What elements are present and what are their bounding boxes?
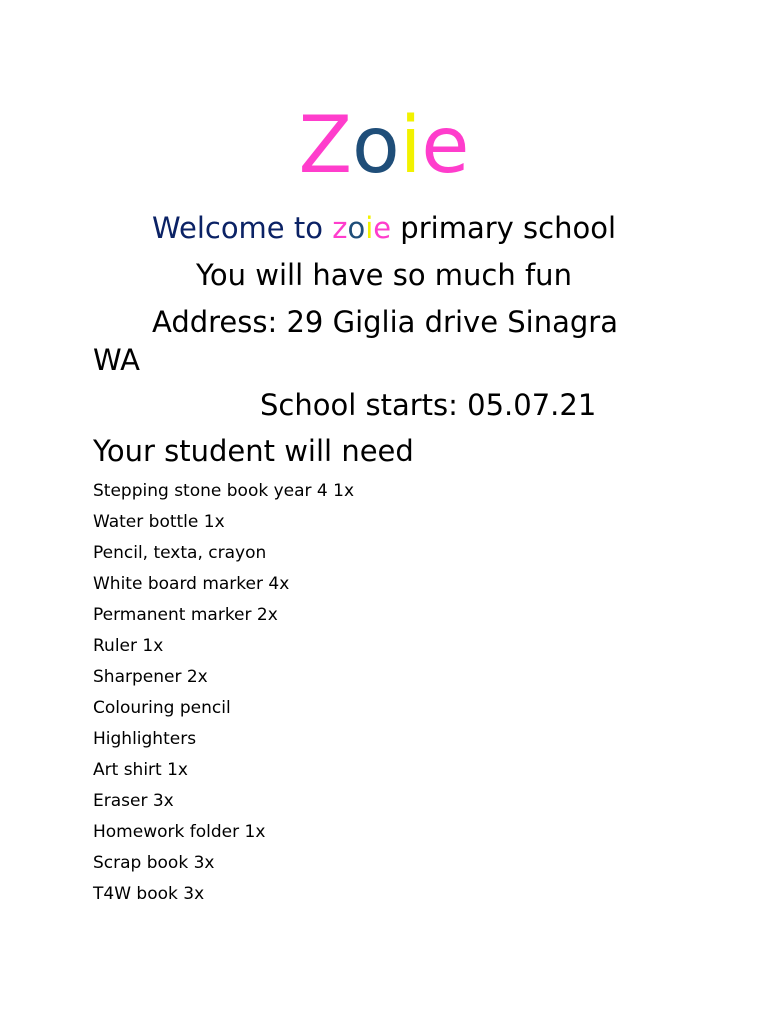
supply-item: Sharpener 2x: [93, 667, 208, 687]
title-letter-i: i: [399, 101, 422, 191]
title-letter-o: o: [352, 101, 400, 191]
school-name-letter-z: z: [332, 211, 348, 245]
supply-item: Art shirt 1x: [93, 760, 188, 780]
title-letter-e: e: [421, 101, 470, 191]
school-start-date: School starts: 05.07.21: [260, 388, 597, 422]
school-title: [0, 96, 768, 196]
address-line-2: WA: [93, 343, 140, 377]
supply-item: Water bottle 1x: [93, 512, 225, 532]
welcome-line: [0, 208, 768, 248]
welcome-suffix: primary school: [391, 211, 616, 245]
supply-item: T4W book 3x: [93, 884, 205, 904]
welcome-prefix: Welcome to: [152, 211, 333, 245]
supply-item: Eraser 3x: [93, 791, 174, 811]
supply-item: Scrap book 3x: [93, 853, 215, 873]
school-name-letter-e: e: [373, 211, 392, 245]
supply-item: Ruler 1x: [93, 636, 164, 656]
school-name-letter-o: o: [347, 211, 366, 245]
school-name-letter-i: i: [365, 211, 374, 245]
supply-item: Stepping stone book year 4 1x: [93, 481, 355, 501]
supply-item: Highlighters: [93, 729, 197, 749]
title-letter-z: Z: [298, 101, 353, 191]
supply-item: Homework folder 1x: [93, 822, 266, 842]
supply-item: Colouring pencil: [93, 698, 231, 718]
address-line-1: Address: 29 Giglia drive Sinagra: [152, 305, 618, 339]
tagline: You will have so much fun: [196, 258, 572, 292]
supply-item: Pencil, texta, crayon: [93, 543, 267, 563]
supply-item: Permanent marker 2x: [93, 605, 278, 625]
supply-item: White board marker 4x: [93, 574, 290, 594]
supplies-list: [93, 476, 354, 910]
supplies-heading: Your student will need: [93, 434, 414, 468]
